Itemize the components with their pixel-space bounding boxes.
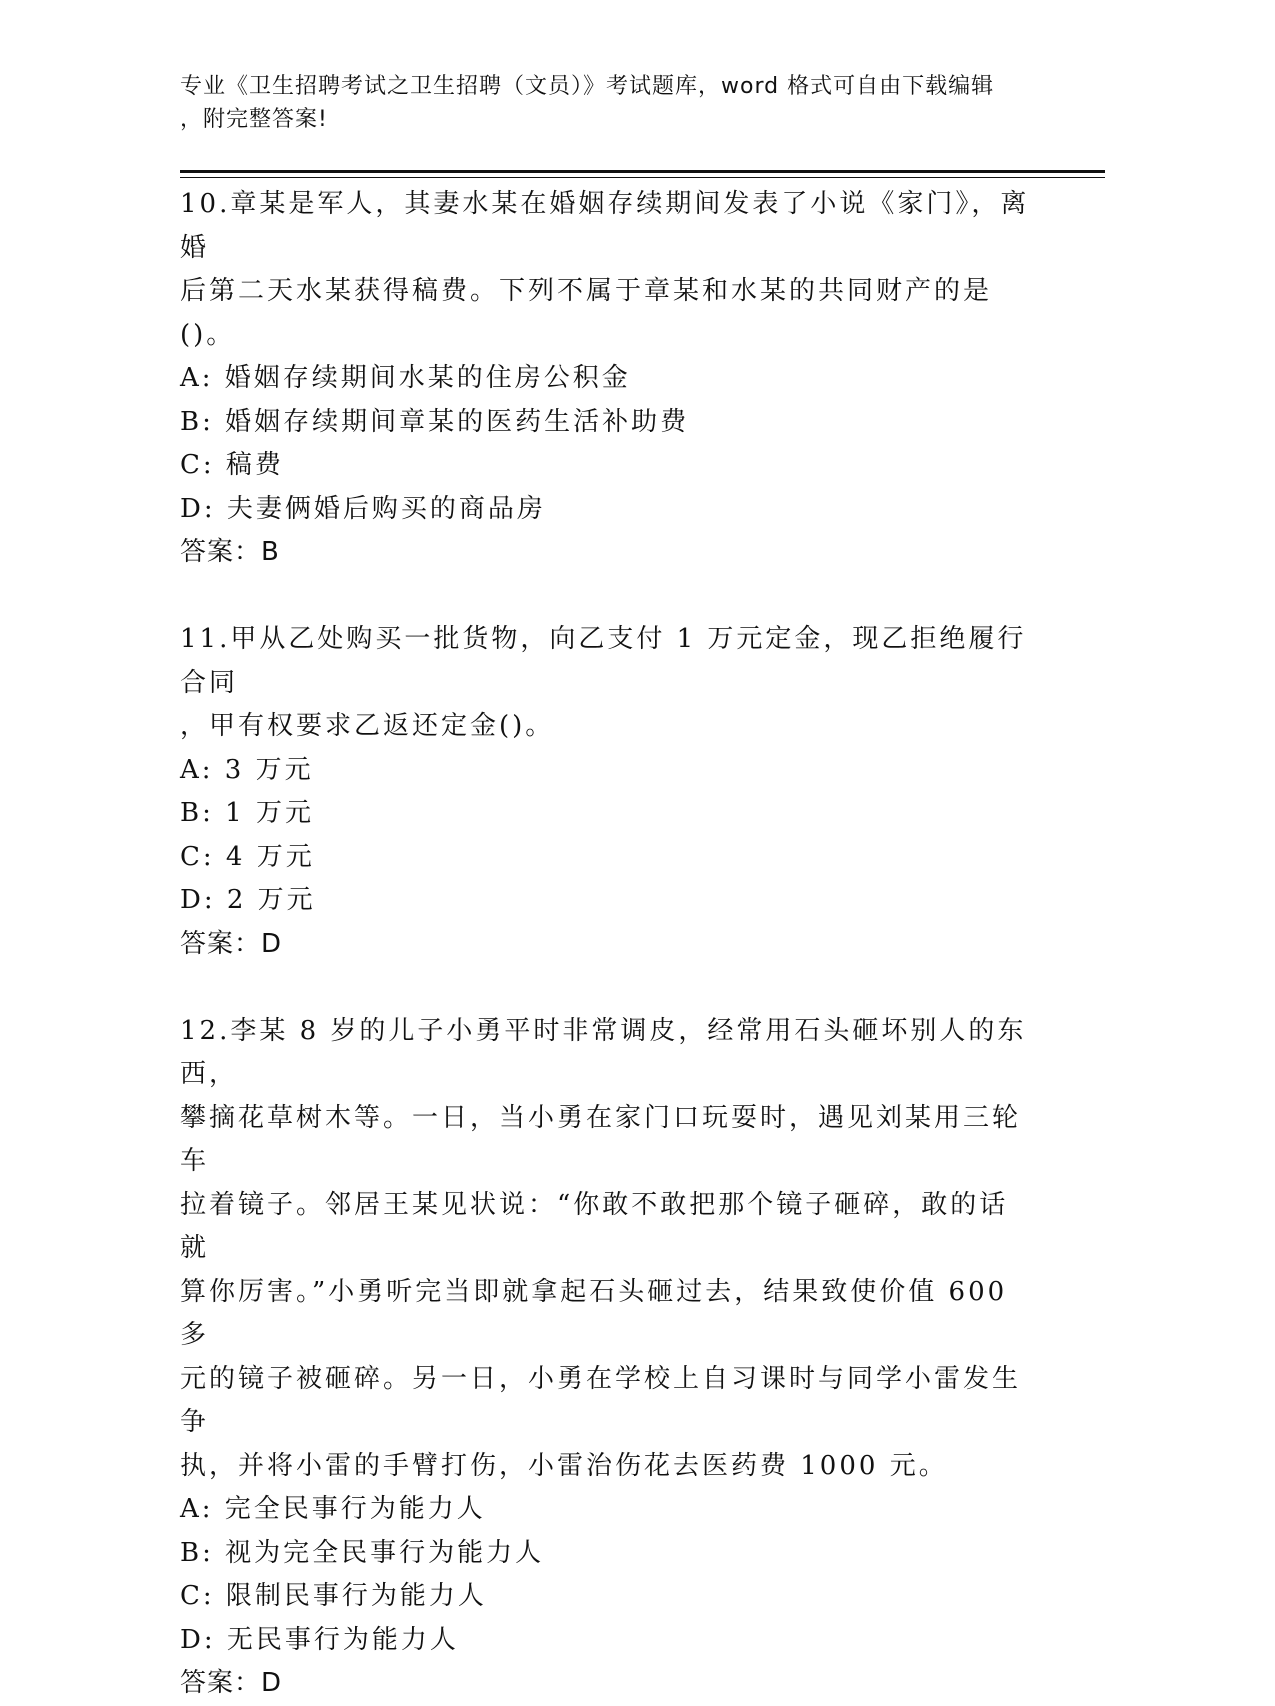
question-11-stem-line-1: 11.甲从乙处购买一批货物，向乙支付 1 万元定金，现乙拒绝履行合同 xyxy=(180,624,1027,698)
header-title-line-1: 专业《卫生招聘考试之卫生招聘（文员）》考试题库，word 格式可自由下载编辑 xyxy=(180,74,995,99)
header-divider-thin xyxy=(180,177,1105,178)
question-list xyxy=(180,183,1030,1706)
question-10 xyxy=(180,183,1030,575)
question-12-stem-line-6: 执，并将小雷的手臂打伤，小雷治伤花去医药费 1000 元。 xyxy=(180,1450,948,1481)
question-10-answer: 答案：B xyxy=(180,537,280,567)
question-12-option-b: B: 视为完全民事行为能力人 xyxy=(180,1537,545,1568)
question-11-stem-line-2: ，甲有权要求乙返还定金()。 xyxy=(180,711,555,741)
page-header xyxy=(180,70,1060,136)
question-10-option-a: A: 婚姻存续期间水某的住房公积金 xyxy=(180,363,631,393)
question-10-option-d: D: 夫妻俩婚后购买的商品房 xyxy=(180,493,546,524)
question-12-stem-line-4: 算你厉害。”小勇听完当即就拿起石头砸过去，结果致使价值 600 多 xyxy=(180,1276,1008,1350)
question-11-option-d: D: 2 万元 xyxy=(180,885,316,915)
question-12-stem-line-2: 攀摘花草树木等。一日，当小勇在家门口玩耍时，遇见刘某用三轮车 xyxy=(180,1102,1022,1176)
question-11-option-b: B: 1 万元 xyxy=(180,798,314,828)
question-12-stem-line-5: 元的镜子被砸碎。另一日，小勇在学校上自习课时与同学小雷发生争 xyxy=(180,1363,1022,1437)
question-spacer xyxy=(180,575,1030,619)
question-10-option-c: C: 稿费 xyxy=(180,450,284,480)
question-12-answer: 答案：D xyxy=(180,1668,283,1698)
question-11 xyxy=(180,618,1030,966)
question-12-stem-line-1: 12.李某 8 岁的儿子小勇平时非常调皮，经常用石头砸坏别人的东西， xyxy=(180,1015,1027,1089)
question-12-option-a: A: 完全民事行为能力人 xyxy=(180,1494,486,1524)
question-11-answer: 答案：D xyxy=(180,928,283,959)
question-12-option-c: C: 限制民事行为能力人 xyxy=(180,1581,487,1611)
question-spacer xyxy=(180,966,1030,1010)
question-12-stem-line-3: 拉着镜子。邻居王某见状说：“你敢不敢把那个镜子砸碎，敢的话就 xyxy=(180,1189,1009,1263)
question-12 xyxy=(180,1010,1030,1706)
question-11-option-c: C: 4 万元 xyxy=(180,841,315,872)
question-10-option-b: B: 婚姻存续期间章某的医药生活补助费 xyxy=(180,406,690,437)
question-12-option-d: D: 无民事行为能力人 xyxy=(180,1624,459,1655)
header-divider-thick xyxy=(180,170,1105,173)
question-10-stem-line-2: 后第二天水某获得稿费。下列不属于章某和水某的共同财产的是()。 xyxy=(180,276,993,350)
question-10-stem-line-1: 10.章某是军人，其妻水某在婚姻存续期间发表了小说《家门》，离婚 xyxy=(180,189,1030,263)
question-11-option-a: A: 3 万元 xyxy=(180,754,314,785)
header-title-line-2: ，附完整答案! xyxy=(180,107,328,132)
